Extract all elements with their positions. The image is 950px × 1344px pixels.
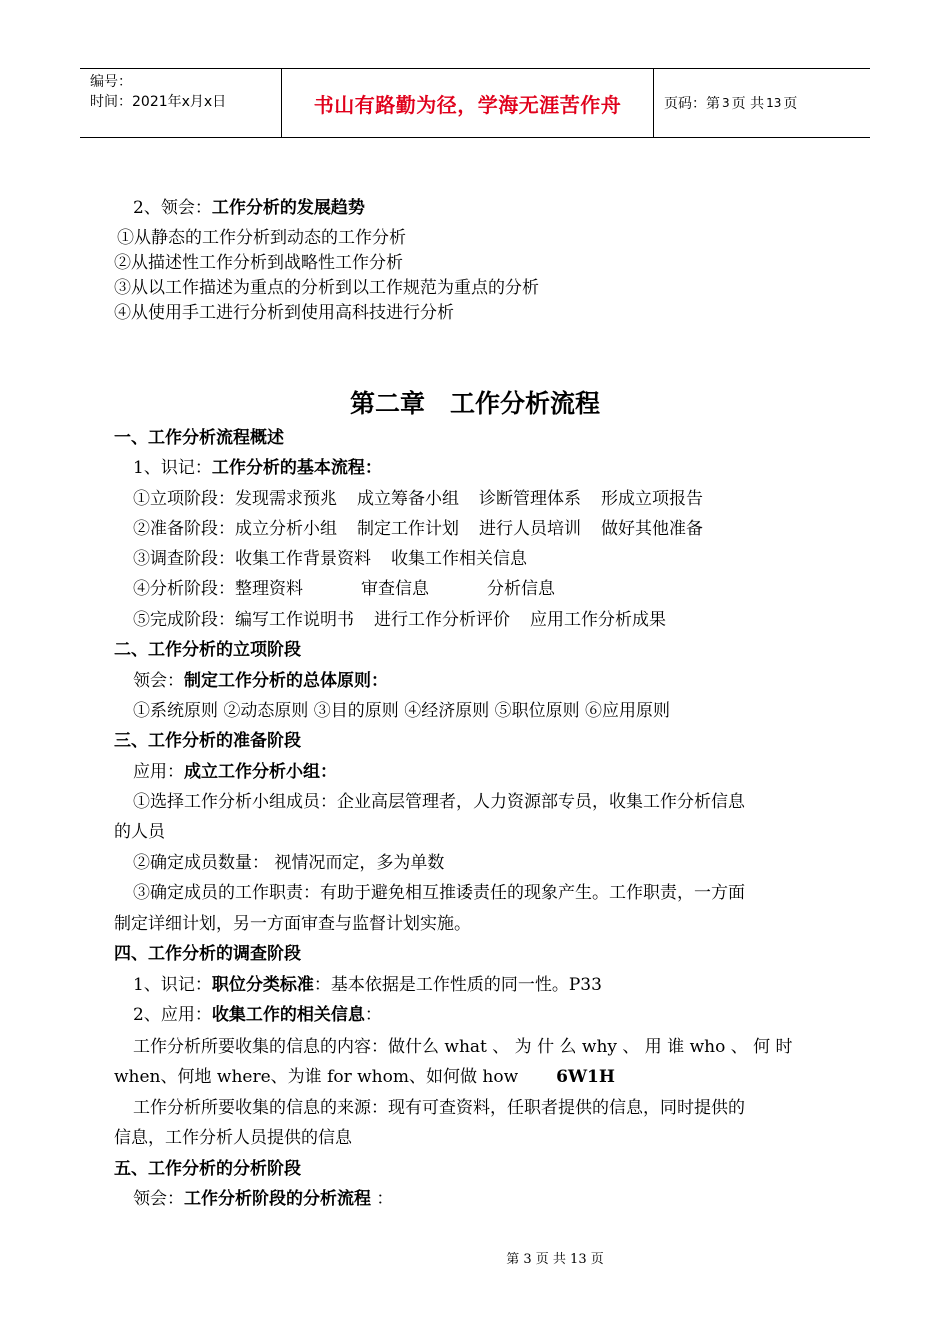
paragraph-line: 工作分析所要收集的信息的内容：做什么 what 、 为 什 么 why 、 用 谁 who 、 何 时 xyxy=(133,1037,793,1057)
item-heading: 1、识记：工作分析的基本流程： xyxy=(133,458,382,478)
paragraph-line: 的人员 xyxy=(114,822,165,842)
section-heading: 三、工作分析的准备阶段 xyxy=(114,731,301,751)
page-total: 13 xyxy=(766,96,782,110)
page-current: 3 xyxy=(722,96,730,110)
section-heading: 五、工作分析的分析阶段 xyxy=(114,1159,301,1179)
item-heading: 领会：工作分析阶段的分析流程 ： xyxy=(133,1189,394,1209)
header-motto: 书山有路勤为径，学海无涯苦作舟 xyxy=(282,69,654,137)
stage-row: ③调查阶段：收集工作背景资料 收集工作相关信息 xyxy=(133,549,527,569)
paragraph-line: ①选择工作分析小组成员：企业高层管理者，人力资源部专员，收集工作分析信息 xyxy=(133,792,745,812)
paragraph-line: 工作分析所要收集的信息的来源：现有可查资料，任职者提供的信息，同时提供的 xyxy=(133,1098,745,1118)
chapter-title: 第二章 工作分析流程 xyxy=(349,389,600,418)
page-header xyxy=(80,68,870,138)
stage-row: ①立项阶段：发现需求预兆 成立筹备小组 诊断管理体系 形成立项报告 xyxy=(133,489,703,509)
stage-row: ⑤完成阶段：编写工作说明书 进行工作分析评价 应用工作分析成果 xyxy=(133,610,666,630)
page-footer: 第 3 页 共 13 页 xyxy=(506,1252,604,1267)
principles-list: ①系统原则 ②动态原则 ③目的原则 ④经济原则 ⑤职位原则 ⑥应用原则 xyxy=(133,701,671,721)
list-item: ②从描述性工作分析到战略性工作分析 xyxy=(114,253,403,273)
item-heading: 2、应用：收集工作的相关信息： xyxy=(133,1005,382,1025)
paragraph-line: ②确定成员数量： 视情况而定，多为单数 xyxy=(133,853,445,873)
stage-row: ④分析阶段：整理资料 审查信息 分析信息 xyxy=(133,579,555,599)
item-heading: 应用：成立工作分析小组： xyxy=(133,762,337,782)
item-heading: 1、识记：职位分类标准：基本依据是工作性质的同一性。P33 xyxy=(133,975,602,995)
list-item: ③从以工作描述为重点的分析到以工作规范为重点的分析 xyxy=(114,278,539,298)
list-item: ④从使用手工进行分析到使用高科技进行分析 xyxy=(114,303,454,323)
trend-item-heading: 2、领会：工作分析的发展趋势 xyxy=(133,198,365,218)
paragraph-line: 制定详细计划，另一方面审查与监督计划实施。 xyxy=(114,914,471,934)
method-tag: 6W1H xyxy=(556,1067,615,1087)
paragraph-line: ③确定成员的工作职责：有助于避免相互推诿责任的现象产生。工作职责，一方面 xyxy=(133,883,745,903)
page-mid: 页 共 xyxy=(731,96,765,112)
doc-date-label: 时间：2021年x月x日 xyxy=(90,94,227,110)
list-item: ①从静态的工作分析到动态的工作分析 xyxy=(117,228,406,248)
paragraph-line: 信息，工作分析人员提供的信息 xyxy=(114,1128,352,1148)
section-heading: 二、工作分析的立项阶段 xyxy=(114,640,301,660)
stage-row: ②准备阶段：成立分析小组 制定工作计划 进行人员培训 做好其他准备 xyxy=(133,519,703,539)
paragraph-line: when、何地 where、为谁 for whom、如何做 how 6W1H xyxy=(114,1067,615,1087)
doc-number-label: 编号： xyxy=(90,74,132,90)
page-suffix: 页 xyxy=(783,96,798,112)
header-page-info xyxy=(654,69,870,137)
header-meta xyxy=(80,69,282,137)
section-heading: 四、工作分析的调查阶段 xyxy=(114,944,301,964)
section-heading: 一、工作分析流程概述 xyxy=(114,428,284,448)
item-heading: 领会：制定工作分析的总体原则： xyxy=(133,671,388,691)
page-prefix: 页码：第 xyxy=(664,96,720,112)
